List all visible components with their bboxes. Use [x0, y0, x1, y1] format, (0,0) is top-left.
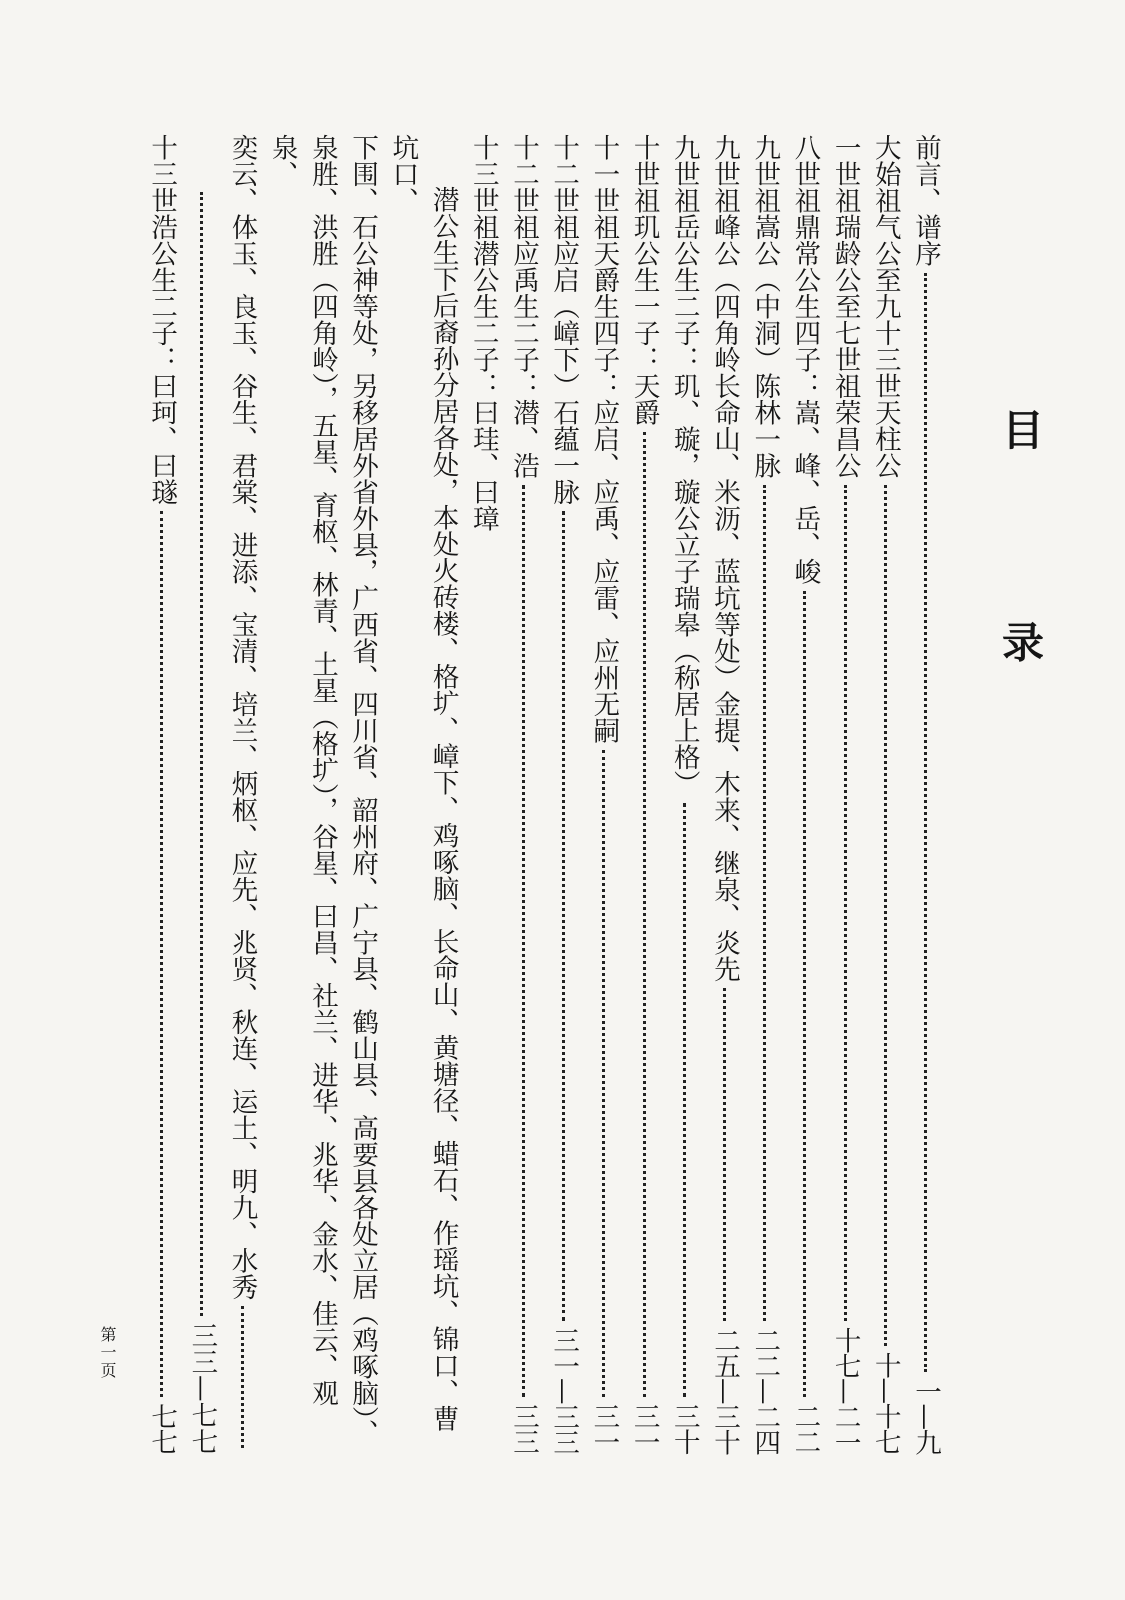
entry-pages: 二五—三十	[708, 1326, 740, 1454]
entry-text: 一世祖瑞龄公至七世祖荣昌公	[829, 134, 861, 479]
toc-entry[interactable]	[824, 134, 864, 1454]
dot-leader	[200, 192, 203, 1316]
entry-text: 前言、谱序	[910, 134, 941, 267]
entry-pages: 十—十七	[869, 1352, 901, 1454]
dot-leader	[803, 591, 806, 1398]
entry-text: 八世祖鼎常公生四子：嵩、峰、岳、峻	[789, 134, 821, 585]
dot-leader	[241, 1306, 244, 1448]
paragraph-line-text: 潜公生下后裔孙分居各处，本处火砖楼、格圹、嶂下、鸡啄脑、长命山、黄塘径、蜡石、作瑶坑、锦口、曹坑口、	[387, 134, 459, 1432]
entry-pages: 三一	[588, 1403, 620, 1454]
toc-entry[interactable]	[704, 134, 744, 1454]
toc-entry[interactable]	[664, 134, 704, 1454]
entry-pages: 三一	[628, 1403, 660, 1454]
entry-text: 十三世祖潜公生二子：曰珪、曰璋	[467, 134, 499, 532]
entry-pages: 二二—二四	[749, 1326, 781, 1454]
toc-entry[interactable]	[543, 134, 583, 1454]
toc-entry[interactable]	[905, 134, 945, 1454]
paragraph-line	[262, 134, 342, 1454]
entry-pages: 二二	[789, 1403, 821, 1454]
paragraph-line-text: 奕云、体玉、良玉、谷生、君棠、进添、宝清、培兰、炳枢、应先、兆贤、秋连、运土、明九、水秀	[226, 134, 258, 1300]
dot-leader	[723, 988, 726, 1321]
entry-text: 十一世祖天爵生四子：应启、应禹、应雷、应州无嗣	[588, 134, 620, 744]
page-number: 第一页	[98, 1326, 117, 1380]
dot-leader	[844, 485, 847, 1321]
entry-text: 十二世祖应禹生二子：潜、浩	[507, 134, 539, 479]
dot-leader	[763, 485, 766, 1321]
dot-leader	[562, 511, 565, 1321]
entry-text: 十二世祖应启（嶂下）石蕴一脉	[548, 134, 580, 505]
dot-leader	[643, 432, 646, 1398]
paragraph-line-text: 下围、石公神等处，另移居外省外县，广西省、四川省、韶州府、广宁县、鹤山县、高要县各处立居（鸡啄脑）、	[347, 134, 379, 1446]
entry-text: 大始祖气公至九十三世天柱公	[869, 134, 901, 479]
toc-entry[interactable]	[583, 134, 623, 1454]
dot-leader	[683, 803, 686, 1398]
dot-leader	[522, 485, 525, 1398]
entry-text: 九世祖岳公生二子：玑、璇，璇公立子瑞皋（称居上格）	[668, 134, 700, 797]
entry-pages: 三十	[668, 1403, 700, 1454]
paragraph-line-last	[221, 134, 261, 1454]
entry-text: 九世祖峰公（四角岭长命山、米沥、蓝坑等处）金提、木来、继泉、炎先	[708, 134, 740, 982]
entry-pages: 一—九	[910, 1377, 941, 1454]
toc-entry[interactable]	[784, 134, 824, 1454]
dot-leader	[884, 485, 887, 1347]
paragraph-line	[382, 134, 462, 1454]
page-title: 目 录	[996, 408, 1045, 741]
entry-pages: 十七—二一	[829, 1326, 861, 1454]
entry-text: 十世祖玑公生一子：天爵	[628, 134, 660, 426]
toc-entry[interactable]	[503, 134, 543, 1454]
paragraph-line	[342, 134, 382, 1454]
toc-entry-heading[interactable]	[463, 134, 503, 1454]
toc-entry[interactable]	[865, 134, 905, 1454]
toc-entry[interactable]	[141, 134, 181, 1454]
dot-leader	[602, 750, 605, 1398]
paragraph-pages-line[interactable]	[181, 134, 221, 1454]
dot-leader	[924, 273, 927, 1372]
toc-entries	[141, 134, 945, 1454]
toc-entry[interactable]	[744, 134, 784, 1454]
paragraph-line-text: 泉胜、洪胜（四角岭），五星、育枢、林青、土星（格圹），谷星、曰昌、社兰、进华、兆华、金水、佳云、观泉、	[266, 134, 338, 1406]
paragraph-pages: 三三—七七	[186, 1321, 218, 1454]
entry-pages: 三一—三三	[548, 1326, 580, 1454]
dot-leader	[160, 511, 163, 1397]
entry-pages: 七七	[146, 1403, 178, 1454]
entry-text: 九世祖嵩公（中洞）陈林一脉	[749, 134, 781, 479]
toc-entry[interactable]	[623, 134, 663, 1454]
entry-text: 十三世浩公生二子：曰珂、曰璲	[146, 134, 178, 505]
entry-pages: 三三	[507, 1403, 539, 1454]
